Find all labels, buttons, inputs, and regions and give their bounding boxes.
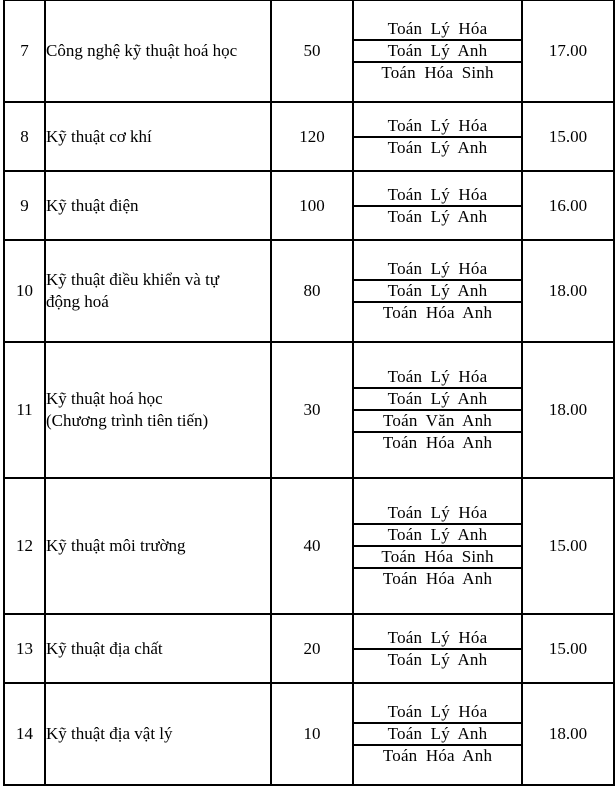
major-name-line: Kỹ thuật hoá học <box>46 389 163 409</box>
major-name-line: (Chương trình tiên tiến) <box>46 411 209 430</box>
subject-combination: Toán Lý Anh <box>354 206 521 227</box>
cell-major-name <box>45 102 271 171</box>
cell-index: 14 <box>4 683 45 785</box>
subject-combination: Toán Lý Anh <box>354 388 521 410</box>
table-row <box>4 240 614 342</box>
cell-benchmark-score: 17.00 <box>522 0 614 102</box>
cell-index: 10 <box>4 240 45 342</box>
cell-benchmark-score: 18.00 <box>522 240 614 342</box>
major-name-line: Kỹ thuật điều khiển và tự <box>46 270 220 290</box>
subject-combination: Toán Lý Hóa <box>354 628 521 649</box>
subject-combination: Toán Hóa Anh <box>354 568 521 589</box>
cell-subject-combinations <box>353 342 522 478</box>
cell-subject-combinations <box>353 683 522 785</box>
cell-major-name <box>45 478 271 614</box>
table-row <box>4 0 614 102</box>
table-row <box>4 171 614 240</box>
subject-combination: Toán Lý Hóa <box>354 185 521 206</box>
subject-combination: Toán Hóa Sinh <box>354 546 521 568</box>
subject-combination: Toán Lý Hóa <box>354 19 521 40</box>
cell-quota: 80 <box>271 240 353 342</box>
subject-combination: Toán Văn Anh <box>354 410 521 432</box>
major-name-line: Kỹ thuật điện <box>46 195 139 215</box>
cell-benchmark-score: 15.00 <box>522 478 614 614</box>
cell-subject-combinations <box>353 478 522 614</box>
cell-subject-combinations <box>353 0 522 102</box>
subject-combination: Toán Lý Hóa <box>354 503 521 524</box>
subject-combination-row <box>354 546 521 568</box>
cell-quota: 20 <box>271 614 353 683</box>
subject-combination-row <box>354 116 521 137</box>
cell-quota: 50 <box>271 0 353 102</box>
subject-combination-list <box>354 185 521 227</box>
subject-combination: Toán Lý Anh <box>354 723 521 745</box>
subject-combination: Toán Lý Hóa <box>354 259 521 280</box>
cell-subject-combinations <box>353 171 522 240</box>
admissions-table <box>3 0 615 786</box>
cell-index: 12 <box>4 478 45 614</box>
subject-combination: Toán Hóa Anh <box>354 302 521 323</box>
cell-quota: 30 <box>271 342 353 478</box>
major-name-line: Kỹ thuật địa vật lý <box>46 724 173 744</box>
subject-combination-list <box>354 628 521 670</box>
cell-benchmark-score: 15.00 <box>522 614 614 683</box>
cell-quota: 100 <box>271 171 353 240</box>
subject-combination-list <box>354 116 521 158</box>
major-name-line: Kỹ thuật địa chất <box>46 638 163 658</box>
major-name-line: Công nghệ kỹ thuật hoá học <box>46 41 238 61</box>
subject-combination-row <box>354 302 521 323</box>
subject-combination-row <box>354 432 521 453</box>
subject-combination-row <box>354 388 521 410</box>
subject-combination-row <box>354 137 521 158</box>
subject-combination: Toán Lý Hóa <box>354 116 521 137</box>
cell-subject-combinations <box>353 102 522 171</box>
subject-combination-row <box>354 259 521 280</box>
subject-combination: Toán Lý Anh <box>354 137 521 158</box>
table-row <box>4 342 614 478</box>
cell-quota: 10 <box>271 683 353 785</box>
subject-combination-row <box>354 367 521 388</box>
cell-index: 13 <box>4 614 45 683</box>
subject-combination-row <box>354 280 521 302</box>
subject-combination: Toán Hóa Sinh <box>354 62 521 83</box>
subject-combination-row <box>354 206 521 227</box>
subject-combination: Toán Hóa Anh <box>354 432 521 453</box>
subject-combination: Toán Lý Hóa <box>354 367 521 388</box>
cell-quota: 120 <box>271 102 353 171</box>
subject-combination: Toán Lý Hóa <box>354 702 521 723</box>
cell-subject-combinations <box>353 240 522 342</box>
cell-benchmark-score: 16.00 <box>522 171 614 240</box>
table-row <box>4 478 614 614</box>
subject-combination-row <box>354 524 521 546</box>
subject-combination-row <box>354 628 521 649</box>
subject-combination-row <box>354 185 521 206</box>
major-name-line: Kỹ thuật cơ khí <box>46 126 152 146</box>
subject-combination-row <box>354 62 521 83</box>
cell-benchmark-score: 15.00 <box>522 102 614 171</box>
cell-subject-combinations <box>353 614 522 683</box>
cell-major-name <box>45 683 271 785</box>
subject-combination: Toán Lý Anh <box>354 649 521 670</box>
subject-combination-row <box>354 649 521 670</box>
subject-combination-list <box>354 367 521 453</box>
cell-major-name <box>45 614 271 683</box>
subject-combination: Toán Lý Anh <box>354 524 521 546</box>
cell-major-name <box>45 342 271 478</box>
major-name-line: động hoá <box>46 292 109 311</box>
subject-combination-row <box>354 410 521 432</box>
cell-major-name <box>45 0 271 102</box>
cell-major-name <box>45 240 271 342</box>
table-row <box>4 683 614 785</box>
subject-combination-row <box>354 568 521 589</box>
subject-combination-row <box>354 19 521 40</box>
subject-combination-row <box>354 702 521 723</box>
subject-combination: Toán Lý Anh <box>354 280 521 302</box>
subject-combination: Toán Lý Anh <box>354 40 521 62</box>
subject-combination-row <box>354 723 521 745</box>
cell-benchmark-score: 18.00 <box>522 342 614 478</box>
subject-combination-row <box>354 745 521 766</box>
major-name-line: Kỹ thuật môi trường <box>46 536 186 556</box>
subject-combination-list <box>354 19 521 83</box>
table-row <box>4 614 614 683</box>
cell-quota: 40 <box>271 478 353 614</box>
cell-major-name <box>45 171 271 240</box>
cell-index: 11 <box>4 342 45 478</box>
subject-combination: Toán Hóa Anh <box>354 745 521 766</box>
subject-combination-row <box>354 40 521 62</box>
cell-index: 9 <box>4 171 45 240</box>
table-body <box>4 0 614 785</box>
subject-combination-list <box>354 259 521 323</box>
subject-combination-list <box>354 503 521 589</box>
cell-index: 7 <box>4 0 45 102</box>
table-row <box>4 102 614 171</box>
cell-index: 8 <box>4 102 45 171</box>
subject-combination-list <box>354 702 521 766</box>
cell-benchmark-score: 18.00 <box>522 683 614 785</box>
subject-combination-row <box>354 503 521 524</box>
